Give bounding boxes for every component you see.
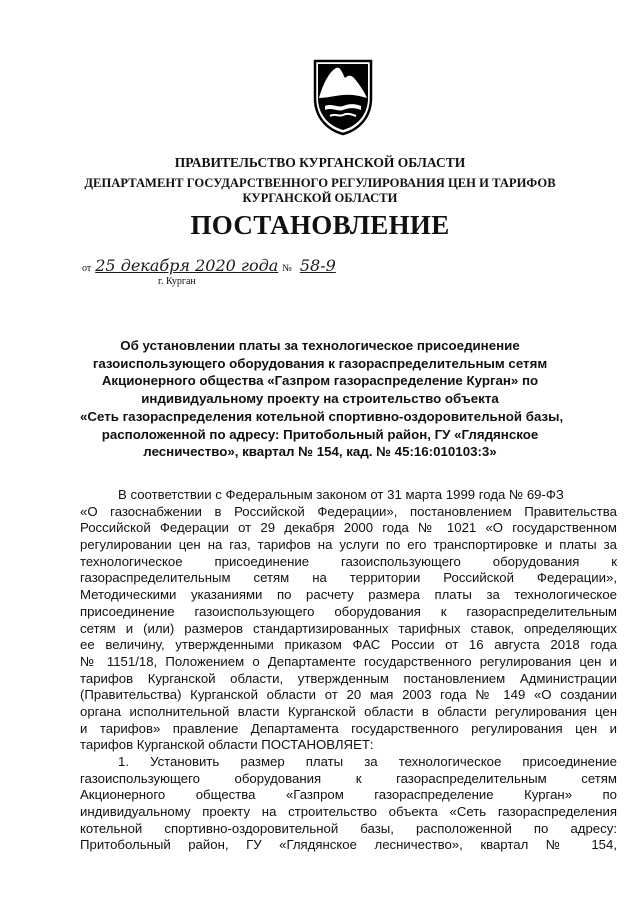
resolution-body <box>80 487 617 854</box>
body-line: Акционерного общества «Газпром газораспределение Курган» по <box>80 787 617 803</box>
body-line: регулировании цен на газ, тарифов на услуги по его транспортировке и платы за <box>80 537 617 553</box>
body-line: технологическое присоединение газоиспользующего оборудования к <box>80 553 617 569</box>
body-line: тарифов Курганской области ПОСТАНОВЛЯЕТ: <box>80 737 374 753</box>
number-prefix: № <box>282 263 292 274</box>
heading-line: газоиспользующего оборудования к газораспределительным сетям <box>92 355 548 371</box>
body-line: Российской Федерации от 29 декабря 2000 года № 1021 «О государственном <box>80 520 617 536</box>
body-line: индивидуальному проекту на строительство объекта «Сеть газораспределения <box>80 804 617 820</box>
heading-line: Акционерного общества «Газпром газораспределение Курган» по <box>101 373 539 389</box>
handwritten-number: 58-9 <box>299 256 336 275</box>
body-line: В соответствии с Федеральным законом от 31 марта 1999 года № 69-ФЗ <box>118 487 564 502</box>
department-name-line2: КУРГАНСКОЙ ОБЛАСТИ <box>242 191 398 205</box>
body-line: ее величину, утвержденными приказом ФАС России от 16 августа 2018 года <box>80 637 617 653</box>
coat-of-arms-emblem <box>312 58 374 136</box>
heading-line: Об установлении платы за технологическое присоединение <box>120 338 520 353</box>
body-line: котельной спортивно-оздоровительной базы, расположенной по адресу: <box>80 820 617 836</box>
body-line: и тарифов» правление Департамента государственного регулирования цен и <box>80 720 617 736</box>
body-line: № 1151/18, Положением о Департаменте государственного регулирования цен и <box>80 653 617 669</box>
city: г. Курган <box>158 276 196 287</box>
document-type-title: ПОСТАНОВЛЕНИЕ <box>190 210 450 240</box>
body-line: (Правительства) Курганской области от 20 мая 2003 года № 149 «О создании <box>80 687 617 703</box>
heading-line: «Сеть газораспределения котельной спортивно-оздоровительной базы, <box>80 408 564 424</box>
body-line: «О газоснабжении в Российской Федерации», постановлением Правительства <box>80 503 617 519</box>
body-line: Методическими указаниями по расчету размера платы за технологическое <box>80 587 617 603</box>
body-line: органа исполнительной власти Курганской области в области регулирования цен <box>80 703 617 719</box>
body-line: 1. Установить размер платы за технологическое присоединение <box>118 754 617 769</box>
department-name-line1: ДЕПАРТАМЕНТ ГОСУДАРСТВЕННОГО РЕГУЛИРОВАНИЯ ЦЕН И ТАРИФОВ <box>84 176 556 190</box>
body-line: газораспределительным сетям на территории Российской Федерации», <box>80 570 617 586</box>
resolution-heading <box>80 337 564 461</box>
body-line: сетям и (или) размеров стандартизированных тарифных ставок, определяющих <box>80 620 617 636</box>
body-line: Притобольный район, ГУ «Глядянское лесничество», квартал № 154, <box>80 837 617 853</box>
government-name: ПРАВИТЕЛЬСТВО КУРГАНСКОЙ ОБЛАСТИ <box>174 155 466 170</box>
heading-line: индивидуальному проекту на строительство объекта <box>141 391 499 407</box>
handwritten-date: 25 декабря 2020 года <box>95 256 279 275</box>
body-line: присоединение газоиспользующего оборудования к газораспределительным <box>80 603 617 619</box>
heading-line: лесничество», квартал № 154, кад. № 45:16:010103:3» <box>143 444 497 460</box>
date-prefix: от <box>82 263 92 274</box>
body-line: тарифов Курганской области, утвержденным постановлением Администрации <box>80 670 617 686</box>
body-line: газоиспользующего оборудования к газораспределительным сетям <box>80 770 617 786</box>
heading-line: расположенной по адресу: Притобольный район, ГУ «Глядянское <box>101 426 539 442</box>
date-number-line <box>82 256 350 276</box>
